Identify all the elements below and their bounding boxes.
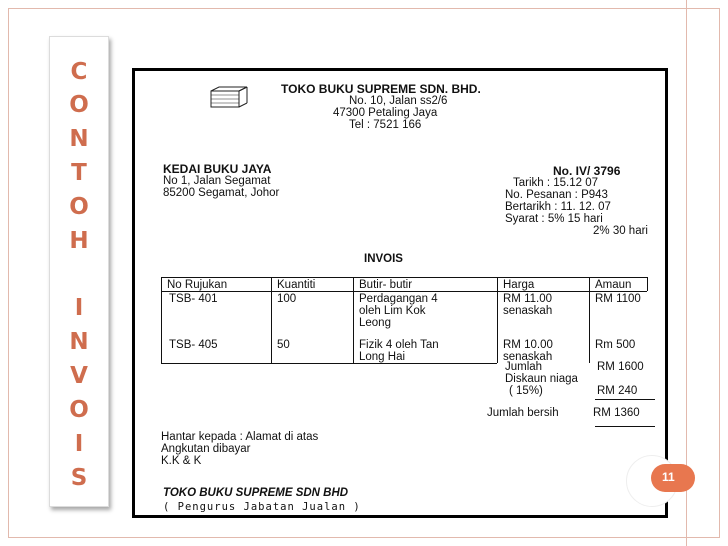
side-title-letter: O xyxy=(69,92,89,118)
table-rule xyxy=(161,277,162,363)
table-header: Kuantiti xyxy=(277,279,316,291)
row-price: RM 10.00 xyxy=(503,339,553,351)
table-rule xyxy=(271,277,272,363)
side-title-letter: N xyxy=(69,329,89,355)
order-number: No. Pesanan : P943 xyxy=(505,189,608,201)
side-title-letter: H xyxy=(69,228,89,254)
total-underline xyxy=(595,426,655,427)
seller-address-line2: 47300 Petaling Jaya xyxy=(333,107,438,119)
seller-address-line1: No. 10, Jalan ss2/6 xyxy=(349,95,448,107)
total-underline xyxy=(595,399,655,400)
table-rule xyxy=(647,277,648,291)
invoice-title: INVOIS xyxy=(364,253,403,265)
table-header: Harga xyxy=(503,279,535,291)
buyer-address-line2: 85200 Segamat, Johor xyxy=(163,187,280,199)
table-rule xyxy=(353,277,354,363)
slide-number: 11 xyxy=(662,470,675,484)
row-amount: Rm 500 xyxy=(595,339,636,351)
side-title-letter: C xyxy=(70,59,88,85)
side-title-letter: V xyxy=(70,363,88,389)
row-price: senaskah xyxy=(503,305,553,317)
books-icon xyxy=(209,85,249,109)
signature-company: TOKO BUKU SUPREME SDN BHD xyxy=(163,487,349,499)
buyer-address-line1: No 1, Jalan Segamat xyxy=(163,175,271,187)
side-title-letter: I xyxy=(74,431,84,457)
side-title-letter: S xyxy=(70,465,88,491)
total-value: RM 1600 xyxy=(597,361,644,373)
side-title-letter: T xyxy=(71,160,87,186)
side-title-letter: N xyxy=(69,126,89,152)
row-desc: Long Hai xyxy=(359,351,406,363)
payment-terms-1: Syarat : 5% 15 hari xyxy=(505,213,603,225)
invoice-date: Tarikh : 15.12 07 xyxy=(513,177,599,189)
seller-name: TOKO BUKU SUPREME SDN. BHD. xyxy=(281,82,481,96)
buyer-name: KEDAI BUKU JAYA xyxy=(163,162,272,176)
discount-label: Diskaun niaga xyxy=(505,373,578,385)
discount-value: RM 240 xyxy=(597,385,638,397)
table-rule xyxy=(161,363,497,364)
net-total-label: Jumlah bersih xyxy=(487,407,559,419)
delivery-line: K.K & K xyxy=(161,455,202,467)
delivery-line: Hantar kepada : Alamat di atas xyxy=(161,431,319,443)
side-title-letter: O xyxy=(69,397,89,423)
side-title-letter: I xyxy=(74,295,84,321)
row-amount: RM 1100 xyxy=(595,293,641,305)
row-desc: Perdagangan 4 xyxy=(359,293,438,305)
signature-role: ( Pengurus Jabatan Jualan ) xyxy=(163,501,361,513)
total-label: Jumlah xyxy=(505,361,543,373)
side-title-panel xyxy=(49,36,109,507)
net-total-value: RM 1360 xyxy=(593,407,640,419)
table-rule xyxy=(497,277,498,363)
invoice-document xyxy=(132,68,668,518)
discount-rate: ( 15%) xyxy=(509,385,543,397)
table-header: Amaun xyxy=(595,279,632,291)
row-desc: Fizik 4 oleh Tan xyxy=(359,339,439,351)
order-date: Bertarikh : 11. 12. 07 xyxy=(505,201,611,213)
row-desc: Leong xyxy=(359,317,391,329)
table-rule xyxy=(589,277,590,363)
invoice-table xyxy=(161,277,647,363)
row-price: RM 11.00 xyxy=(503,293,553,305)
row-qty: 50 xyxy=(277,339,290,351)
delivery-line: Angkutan dibayar xyxy=(161,443,251,455)
row-ref: TSB- 405 xyxy=(169,339,218,351)
table-header: Butir- butir xyxy=(359,279,413,291)
side-title-letter: O xyxy=(69,194,89,220)
row-price: senaskah xyxy=(503,351,553,363)
row-qty: 100 xyxy=(277,293,297,305)
invoice-number: No. IV/ 3796 xyxy=(553,164,621,178)
row-ref: TSB- 401 xyxy=(169,293,218,305)
table-rule xyxy=(161,277,647,278)
table-header: No Rujukan xyxy=(167,279,228,291)
payment-terms-2: 2% 30 hari xyxy=(593,225,648,237)
seller-tel: Tel : 7521 166 xyxy=(349,119,422,131)
table-rule xyxy=(161,291,647,292)
row-desc: oleh Lim Kok xyxy=(359,305,426,317)
